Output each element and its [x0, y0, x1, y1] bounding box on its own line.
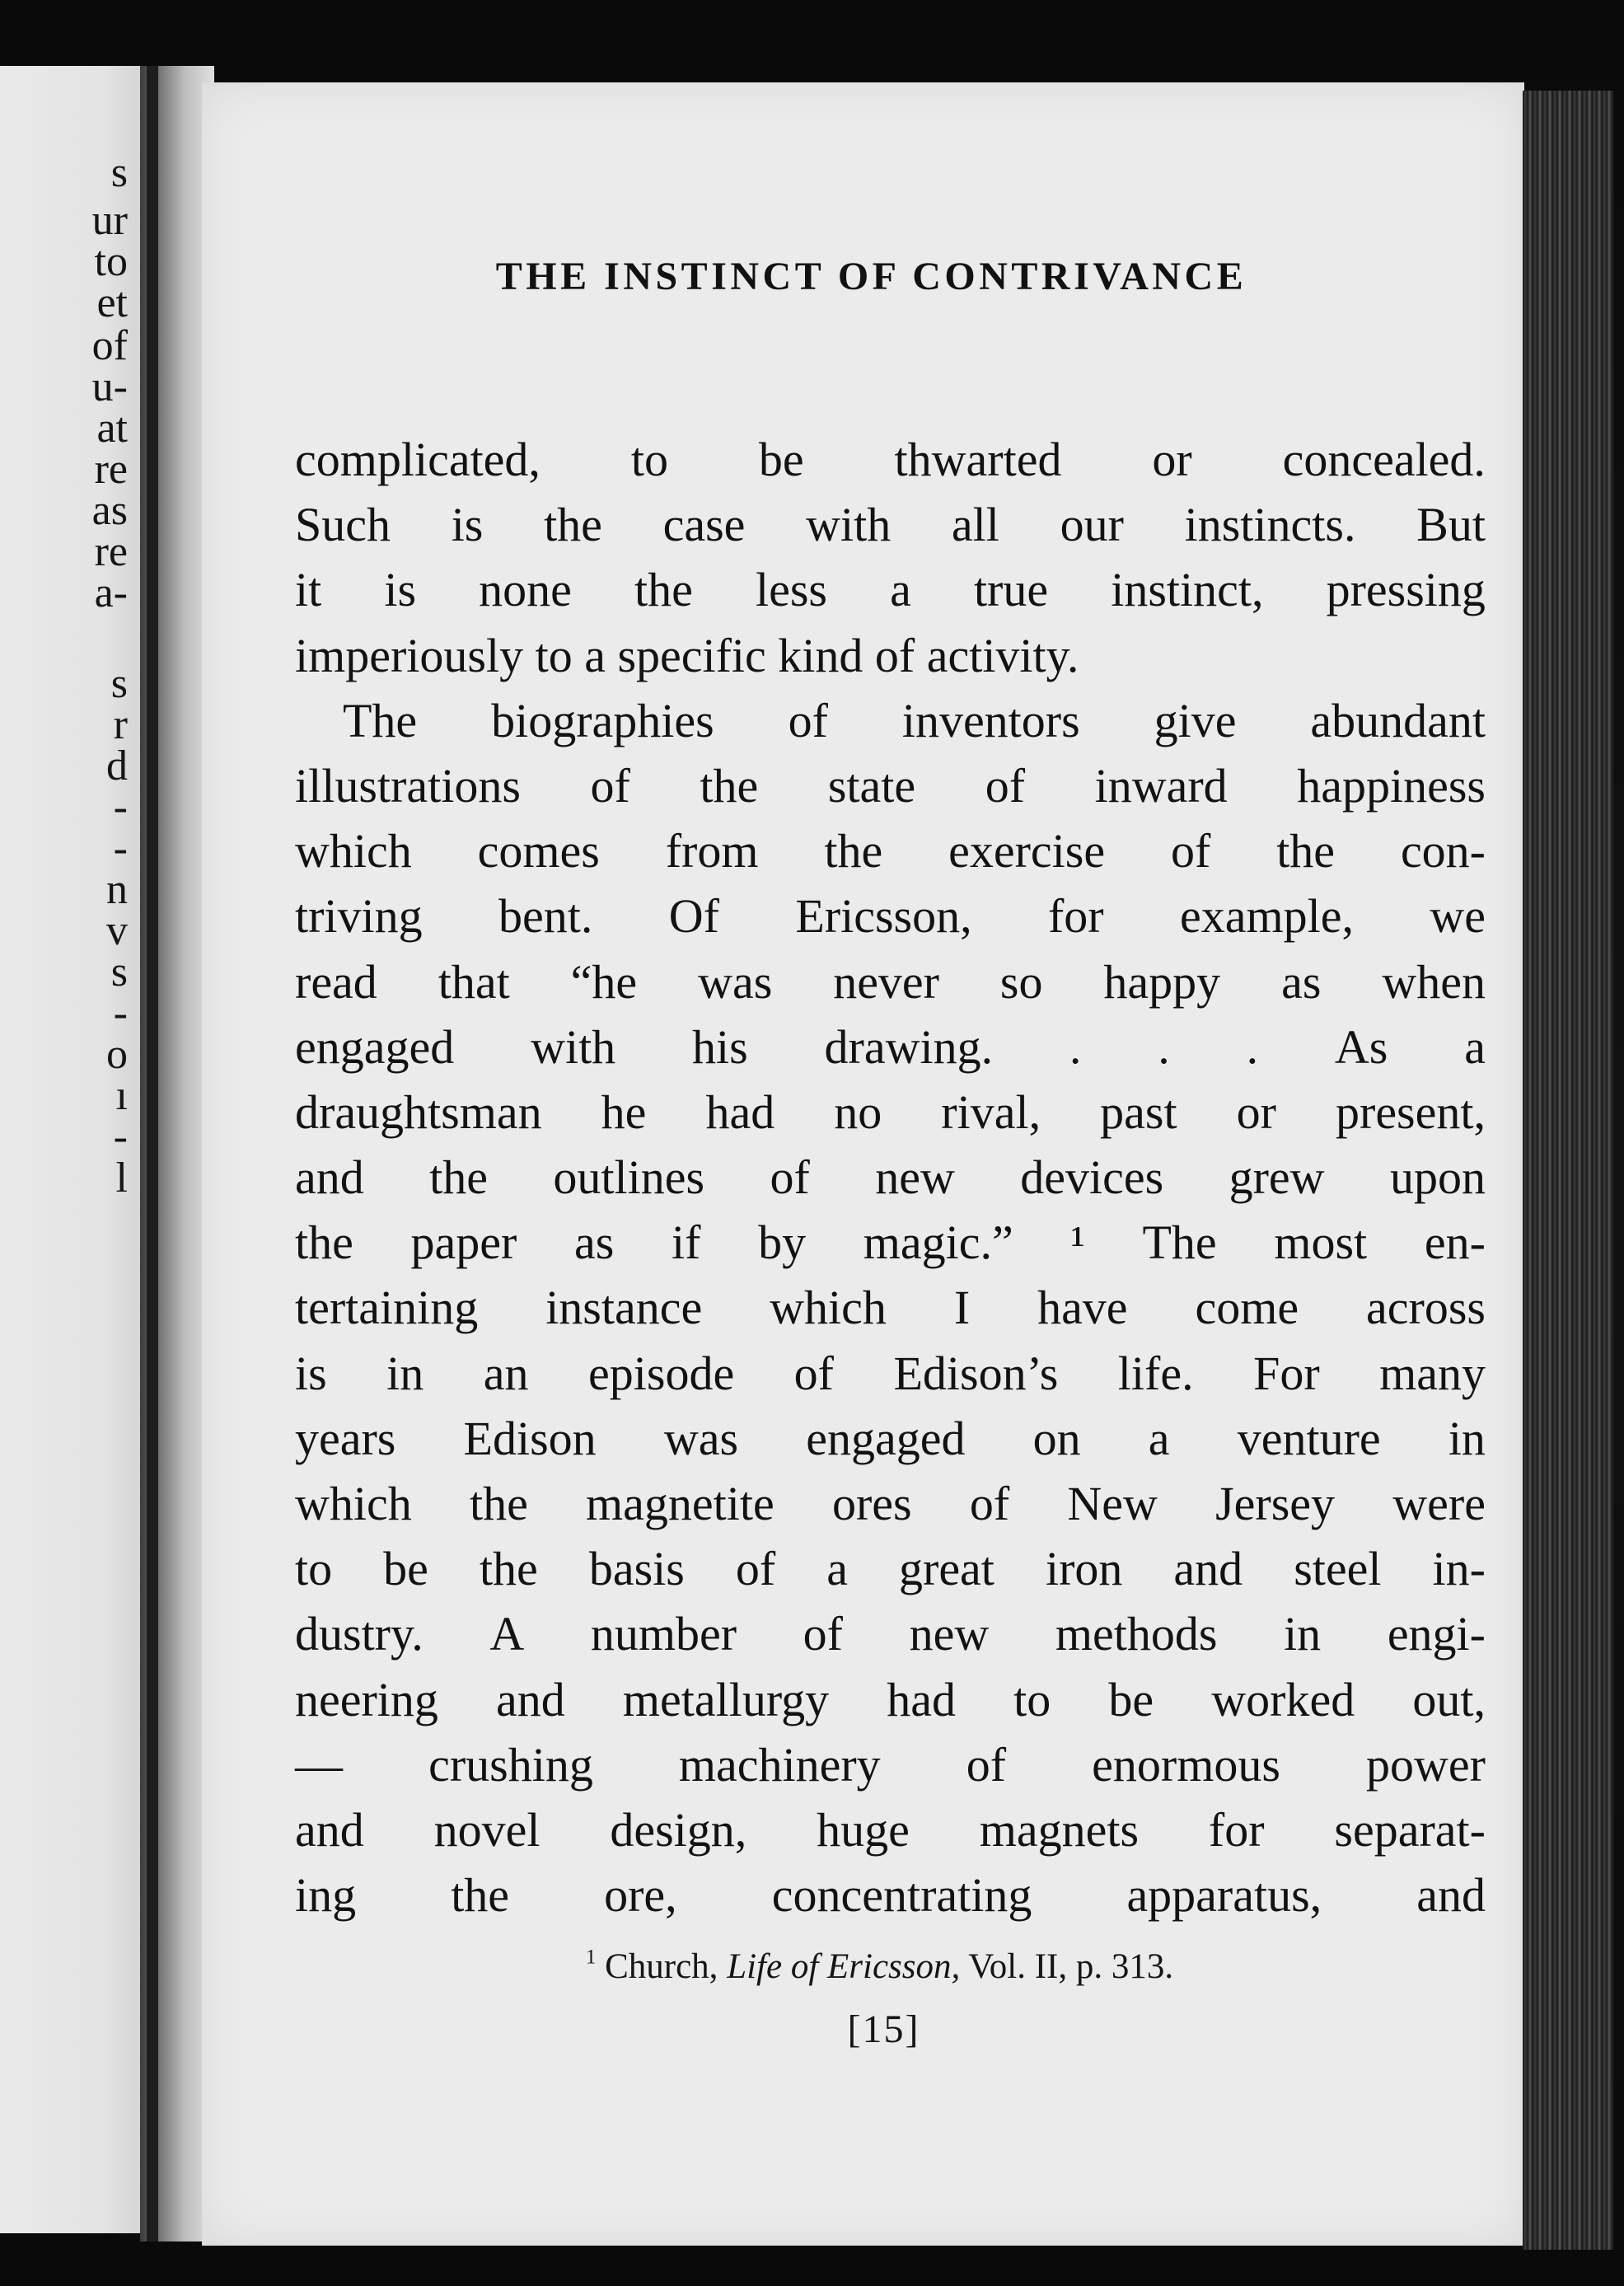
text-line: draughtsman he had no rival, past or present,: [295, 1084, 1486, 1139]
running-head: THE INSTINCT OF CONTRIVANCE: [495, 255, 1247, 298]
text-line: and the outlines of new devices grew upon: [295, 1150, 1486, 1205]
facing-page-fragment: re: [94, 528, 128, 575]
facing-page-fragment: n: [106, 866, 128, 913]
text-line: engaged with his drawing. . . . As a: [295, 1019, 1486, 1074]
facing-page-fragment: ı: [115, 1072, 128, 1119]
facing-page-left: [0, 66, 144, 2233]
text-line: Such is the case with all our instincts. But: [295, 498, 1486, 552]
text-line: The biographies of inventors give abundant: [343, 693, 1486, 747]
text-line: years Edison was engaged on a venture in: [295, 1411, 1486, 1465]
text-line: — crushing machinery of enormous power: [295, 1737, 1486, 1792]
facing-page-fragment: et: [96, 279, 128, 326]
facing-page-fragment: -: [113, 990, 128, 1037]
text-line: is in an episode of Edison’s life. For many: [295, 1346, 1486, 1400]
footnote-marker: 1: [585, 1946, 597, 1969]
text-line: it is none the less a true instinct, pressing: [295, 563, 1486, 617]
facing-page-fragment: l: [115, 1155, 128, 1202]
footnote-suffix: Vol. II, p. 313.: [960, 1947, 1174, 1986]
text-line: the paper as if by magic.” ¹ The most en-: [295, 1216, 1486, 1270]
facing-page-fragment: s: [110, 149, 128, 196]
text-line: which the magnetite ores of New Jersey were: [295, 1477, 1486, 1530]
facing-page-fragment: v: [106, 907, 128, 954]
facing-page-fragment: s: [110, 660, 128, 707]
page-stack-edge: [1523, 91, 1613, 2250]
text-line: complicated, to be thwarted or concealed.: [295, 433, 1486, 486]
text-line: tertaining instance which I have come across: [295, 1281, 1486, 1335]
facing-page-fragment: at: [96, 405, 128, 452]
facing-page-fragment: s: [110, 949, 128, 995]
facing-page-fragment: -: [113, 784, 128, 831]
text-line: imperiously to a specific kind of activity.: [295, 628, 1079, 682]
body-text: [295, 427, 1486, 1928]
text-line: which comes from the exercise of the con-: [295, 824, 1486, 878]
text-line: ing the ore, concentrating apparatus, and: [295, 1868, 1486, 1923]
facing-page-fragment: re: [94, 446, 128, 493]
book-gutter-fold: [147, 66, 158, 2241]
footnote: [202, 1946, 1524, 1987]
facing-page-fragment: ur: [91, 197, 128, 244]
facing-page-fragment: as: [91, 487, 128, 534]
text-line: and novel design, huge magnets for separat-: [295, 1802, 1486, 1857]
text-line: dustry. A number of new methods in engi-: [295, 1607, 1486, 1661]
text-line: to be the basis of a great iron and steel in-: [295, 1542, 1486, 1596]
facing-page-fragment: u-: [91, 363, 128, 410]
text-line: illustrations of the state of inward happiness: [295, 758, 1486, 813]
facing-page-fragment: -: [113, 825, 128, 872]
facing-page-fragment: to: [94, 238, 128, 285]
facing-page-fragment: o: [106, 1031, 128, 1078]
footnote-title: Life of Ericsson,: [727, 1947, 961, 1986]
facing-page-fragment: d: [106, 742, 128, 789]
facing-page-fragment: -: [113, 1113, 128, 1160]
facing-page-fragment: a-: [94, 569, 128, 616]
book-page: [202, 82, 1524, 2246]
page-number: [15]: [847, 2007, 920, 2051]
text-line: neering and metallurgy had to be worked out,: [295, 1672, 1486, 1726]
footnote-prefix: Church,: [605, 1947, 728, 1986]
text-line: triving bent. Of Ericsson, for example, we: [295, 889, 1486, 944]
facing-page-fragment: of: [91, 322, 128, 369]
facing-page-fragment: r: [113, 701, 128, 748]
text-line: read that “he was never so happy as when: [295, 954, 1486, 1009]
